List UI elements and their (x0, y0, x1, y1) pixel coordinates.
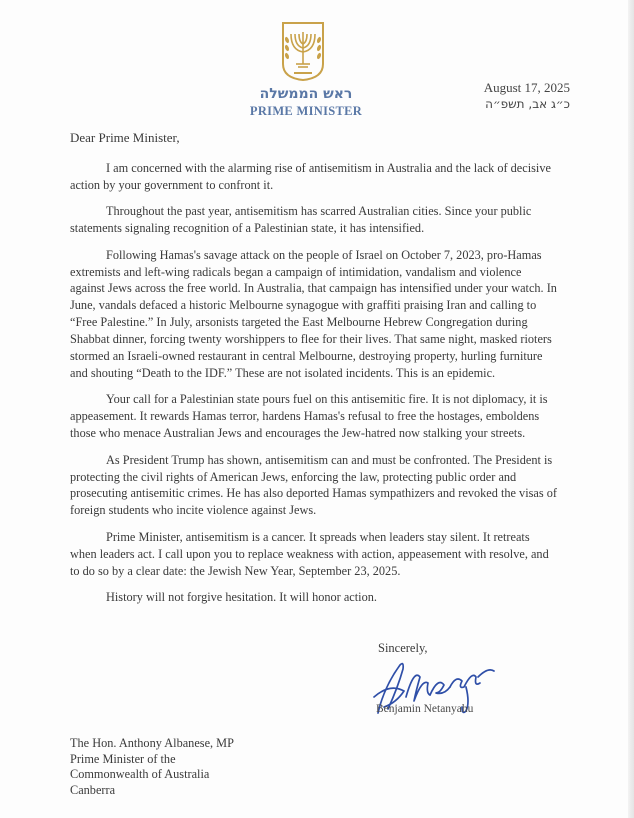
paragraph: Your call for a Palestinian state pours fuel on this antisemitic fire. It is not diplomacy, it is appeasement. It rewards Hamas terror, hardens Hamas's refusal to free the hostages, emboldens those who menace Australian Jews and encourages the Jew-hatred now stalking your streets. (70, 392, 548, 441)
paragraph: Prime Minister, antisemitism is a cancer. It spreads when leaders stay silent. It retreats when leaders act. I call upon you to replace weakness with action, appeasement with resolve, and to do so by a clear date: the Jewish New Year, September 23, 2025. (70, 529, 549, 578)
office-title-hebrew: ראש הממשלה (259, 86, 353, 102)
letter-date-english: August 17, 2025 (483, 80, 570, 95)
signer-name: Benjamin Netanyahu (376, 703, 474, 715)
paragraph: Following Hamas's savage attack on the people of Israel on October 7, 2023, pro-Hamas extremists and left-wing radicals began a campaign of intimidation, vandalism and violence against Jews across the free world. In Australia, that campaign has intensified under your watch. In June, vandals defaced a historic Melbourne synagogue with graffiti praising Iran and calling to “Free Palestine.” In July, arsonists targeted the East Melbourne Hebrew Congregation during Shabbat dinner, forcing twenty worshippers to flee for their lives. That same night, masked rioters stormed an Israeli-owned restaurant in central Melbourne, destroying property, hurling furniture and shouting “Death to the IDF.” These are not isolated incidents. This is an epidemic. (70, 247, 557, 380)
paragraph: Throughout the past year, antisemitism has scarred Australian cities. Since your public statements signaling recognition of a Palestinian state, it has intensified. (70, 204, 532, 236)
closing: Sincerely, (378, 641, 428, 655)
salutation: Dear Prime Minister, (70, 130, 180, 145)
addressee-line: Commonwealth of Australia (70, 767, 210, 781)
menorah-emblem-icon (280, 20, 326, 82)
paragraph: As President Trump has shown, antisemitism can and must be confronted. The President is protecting the civil rights of American Jews, enforcing the law, protecting public order and prosecuting antisemitic crimes. He has also deported Hamas sympathizers and revoked the visas of foreign students who incite violence against Jews. (70, 452, 557, 518)
letter-body (70, 160, 558, 615)
addressee-line: The Hon. Anthony Albanese, MP (70, 736, 234, 750)
letter-date-hebrew: כ״ג אב, תשפ״ה (485, 97, 570, 111)
addressee-line: Prime Minister of the (70, 751, 176, 766)
paragraph: History will not forgive hesitation. It will honor action. (106, 589, 377, 604)
paragraph: I am concerned with the alarming rise of antisemitism in Australia and the lack of decisive action by your government to confront it. (70, 161, 551, 192)
addressee-line: Canberra (70, 782, 116, 797)
page-edge-shadow (628, 0, 634, 818)
office-title-english: PRIME MINISTER (249, 104, 363, 118)
addressee-block (70, 736, 234, 798)
